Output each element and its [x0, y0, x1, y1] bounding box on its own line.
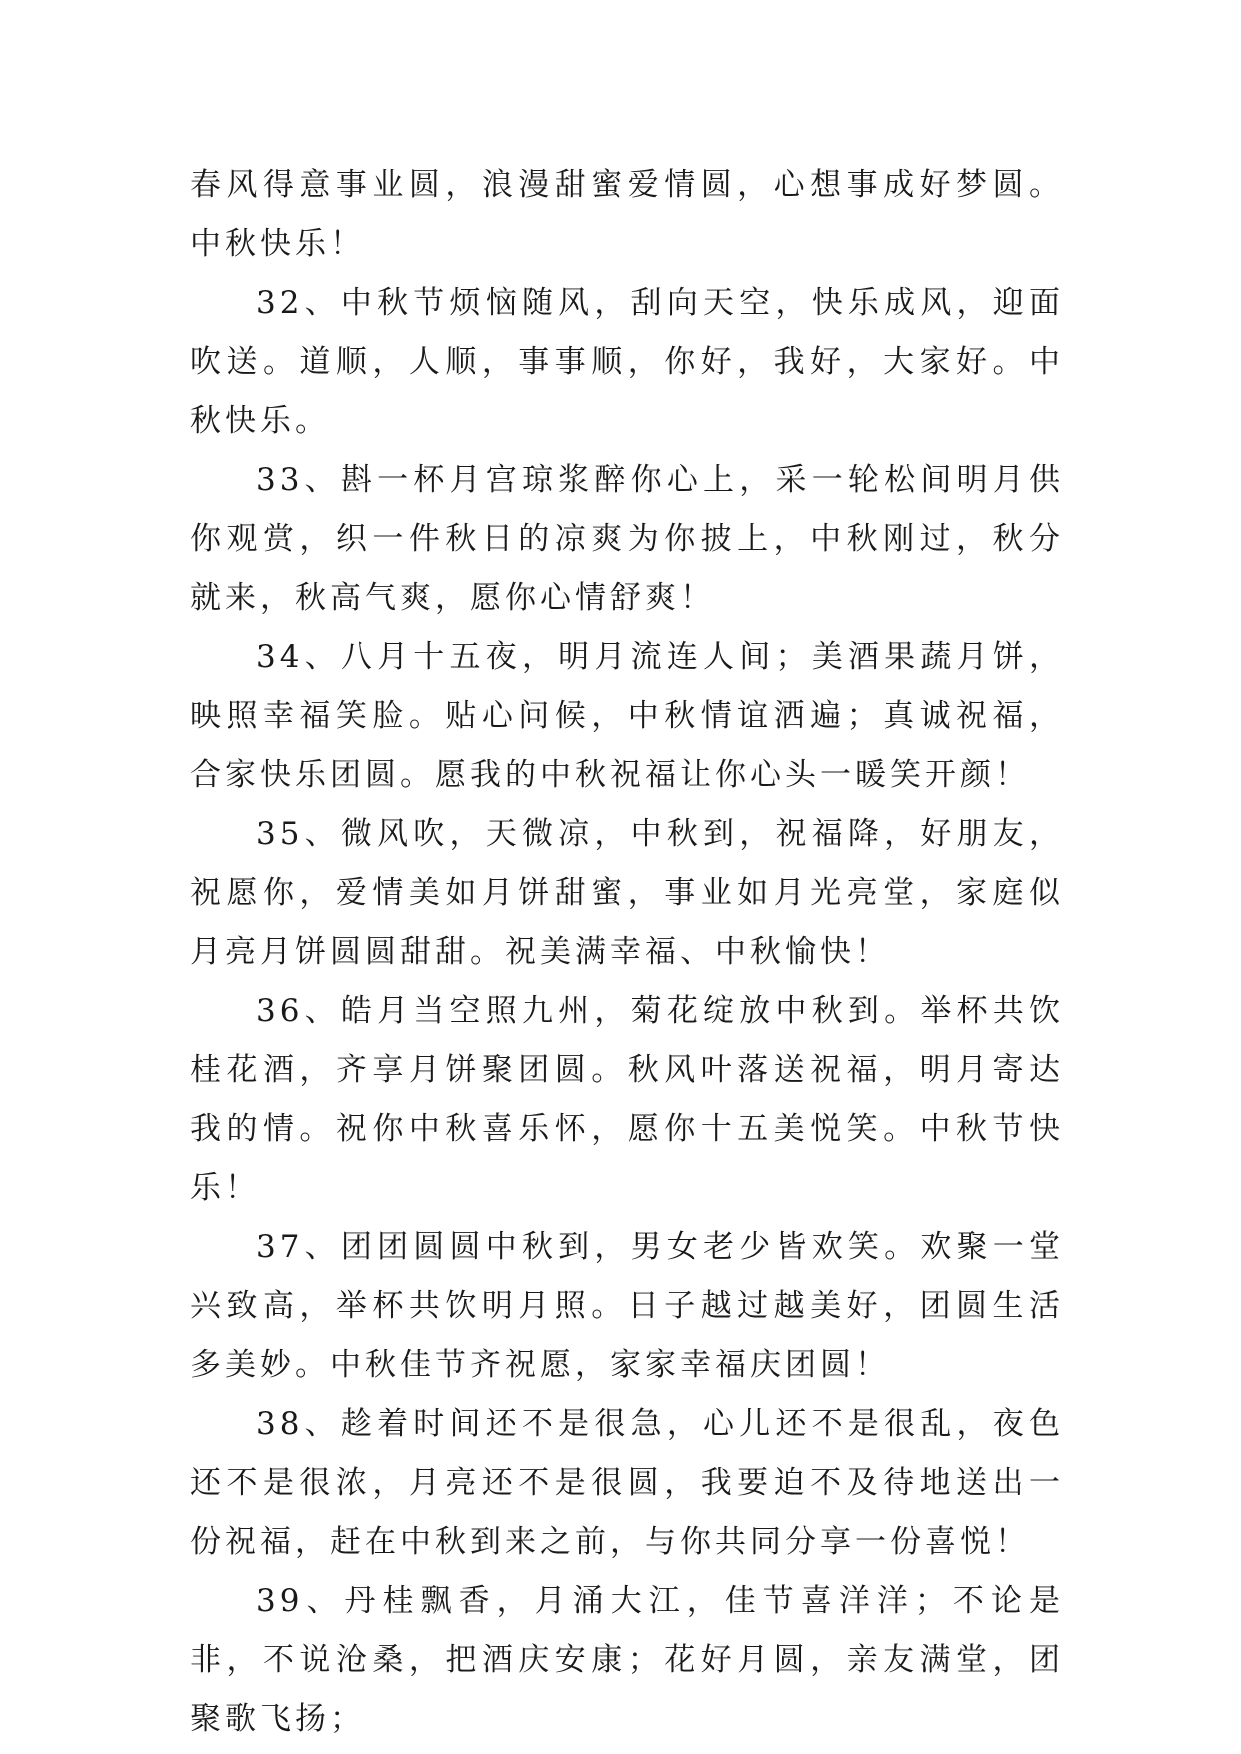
paragraph-39: 39、丹桂飘香，月涌大江，佳节喜洋洋；不论是非，不说沧桑，把酒庆安康；花好月圆，亲友满堂，团聚歌飞扬；: [190, 1583, 1064, 1737]
paragraph-continuation: 春风得意事业圆，浪漫甜蜜爱情圆，心想事成好梦圆。中秋快乐！: [190, 167, 1064, 262]
paragraph-33: 33、斟一杯月宫琼浆醉你心上，采一轮松间明月供你观赏，织一件秋日的凉爽为你披上，中秋刚过，秋分就来，秋高气爽，愿你心情舒爽！: [190, 462, 1064, 616]
paragraph-36: 36、皓月当空照九州，菊花绽放中秋到。举杯共饮桂花酒，齐享月饼聚团圆。秋风叶落送祝福，明月寄达我的情。祝你中秋喜乐怀，愿你十五美悦笑。中秋节快乐！: [190, 993, 1064, 1206]
paragraph-34: 34、八月十五夜，明月流连人间；美酒果蔬月饼，映照幸福笑脸。贴心问候，中秋情谊洒遍；真诚祝福，合家快乐团圆。愿我的中秋祝福让你心头一暖笑开颜！: [190, 639, 1064, 793]
paragraph-37: 37、团团圆圆中秋到，男女老少皆欢笑。欢聚一堂兴致高，举杯共饮明月照。日子越过越美好，团圆生活多美妙。中秋佳节齐祝愿，家家幸福庆团圆！: [190, 1229, 1064, 1383]
paragraph-38: 38、趁着时间还不是很急，心儿还不是很乱，夜色还不是很浓，月亮还不是很圆，我要迫不及待地送出一份祝福，赶在中秋到来之前，与你共同分享一份喜悦！: [190, 1406, 1064, 1560]
paragraph-32: 32、中秋节烦恼随风，刮向天空，快乐成风，迎面吹送。道顺，人顺，事事顺，你好，我好，大家好。中秋快乐。: [190, 285, 1064, 439]
paragraph-35: 35、微风吹，天微凉，中秋到，祝福降，好朋友，祝愿你，爱情美如月饼甜蜜，事业如月光亮堂，家庭似月亮月饼圆圆甜甜。祝美满幸福、中秋愉快！: [190, 816, 1064, 970]
document-body: [190, 156, 1064, 1749]
